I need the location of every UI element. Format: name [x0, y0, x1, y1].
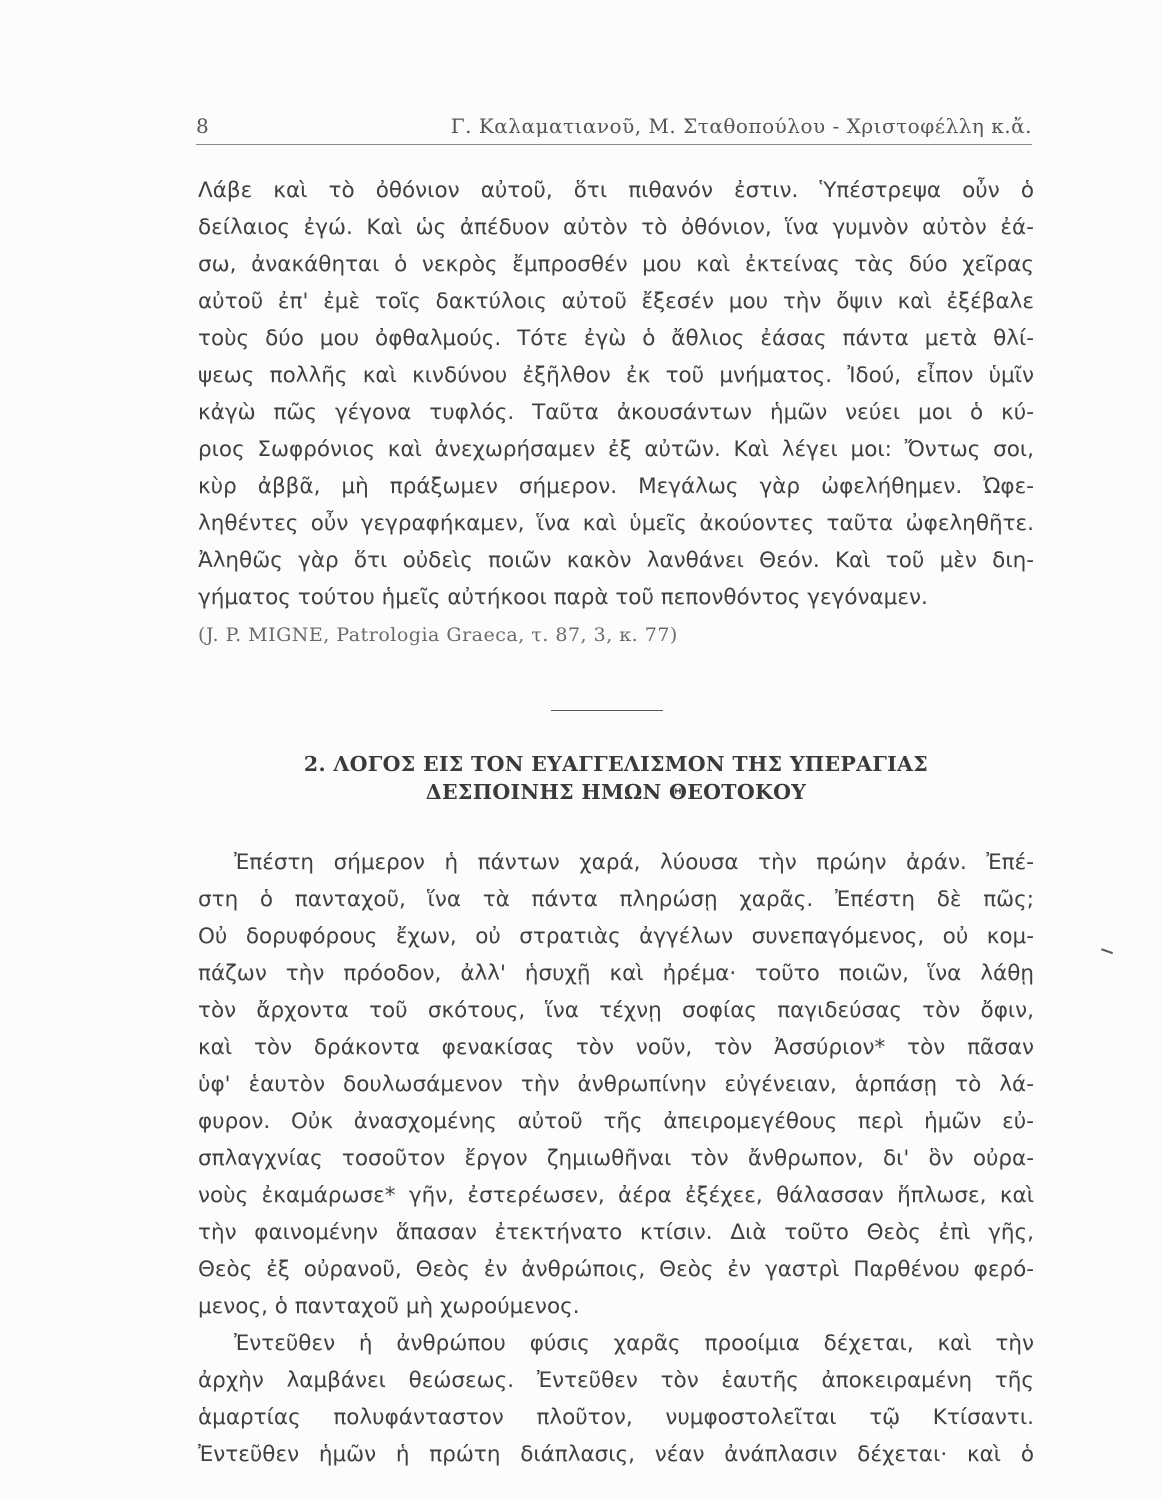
passage1-line: κἀγὼ πῶς γέγονα τυφλός. Ταῦτα ἀκουσάντων ἡμῶν νεύει μοι ὁ κύ- — [198, 400, 1034, 425]
passage1-line: Λάβε καὶ τὸ ὀθόνιον αὐτοῦ, ὅτι πιθανόν ἐστιν. Ὑπέστρεψα οὖν ὁ — [198, 178, 1034, 203]
passage3-line: Ἐντεῦθεν ἡ ἀνθρώπου φύσις χαρᾶς προοίμια δέχεται, καὶ τὴν — [234, 1331, 1034, 1356]
margin-mark — [1099, 948, 1113, 960]
passage1-line: σω, ἀνακάθηται ὁ νεκρὸς ἔμπροσθέν μου καὶ ἐκτείνας τὰς δύο χεῖρας — [198, 252, 1034, 277]
passage2-line: πάζων τὴν πρόοδον, ἀλλ' ἡσυχῇ καὶ ἠρέμα· τοῦτο ποιῶν, ἵνα λάθῃ — [198, 961, 1034, 986]
page-number: 8 — [196, 114, 209, 138]
passage2-line: Οὐ δορυφόρους ἔχων, οὐ στρατιὰς ἀγγέλων συνεπαγόμενος, οὐ κομ- — [198, 924, 1034, 949]
passage1-line: κὺρ ἀββᾶ, μὴ πράξωμεν σήμερον. Μεγάλως γὰρ ὠφελήθημεν. Ὠφε- — [198, 474, 1034, 499]
passage2-line: μενος, ὁ πανταχοῦ μὴ χωρούμενος. — [198, 1294, 580, 1319]
passage1-line: ληθέντες οὖν γεγραφήκαμεν, ἵνα καὶ ὑμεῖς ἀκούοντες ταῦτα ὠφεληθῆτε. — [198, 511, 1034, 536]
passage1-line: δείλαιος ἐγώ. Καὶ ὡς ἀπέδυον αὐτὸν τὸ ὀθόνιον, ἵνα γυμνὸν αὐτὸν ἐά- — [198, 215, 1034, 240]
passage3-line: Ἐντεῦθεν ἡμῶν ἡ πρώτη διάπλασις, νέαν ἀνάπλασιν δέχεται· καὶ ὁ — [198, 1442, 1034, 1467]
passage2-line: Θεὸς ἐξ οὐρανοῦ, Θεὸς ἐν ἀνθρώποις, Θεὸς ἐν γαστρὶ Παρθένου φερό- — [198, 1257, 1034, 1282]
passage2-line: τὴν φαινομένην ἅπασαν ἐτεκτήνατο κτίσιν. Διὰ τοῦτο Θεὸς ἐπὶ γῆς, — [198, 1220, 1034, 1245]
passage1-line: γήματος τούτου ἡμεῖς αὐτήκοοι παρὰ τοῦ πεπονθόντος γεγόναμεν. — [198, 585, 928, 610]
passage2-line: τὸν ἄρχοντα τοῦ σκότους, ἵνα τέχνῃ σοφίας παγιδεύσας τὸν ὄφιν, — [198, 998, 1034, 1023]
passage2-line: ὑφ' ἑαυτὸν δουλωσάμενον τὴν ἀνθρωπίνην εὐγένειαν, ἁρπάσῃ τὸ λά- — [198, 1072, 1034, 1097]
passage1-line: Ἀληθῶς γὰρ ὅτι οὐδεὶς ποιῶν κακὸν λανθάνει Θεόν. Καὶ τοῦ μὲν διη- — [198, 548, 1034, 573]
running-header — [196, 114, 1032, 145]
section-title-line2: ΔΕΣΠΟΙΝΗΣ ΗΜΩΝ ΘΕΟΤΟΚΟΥ — [425, 780, 807, 804]
passage2-line: φυρον. Οὐκ ἀνασχομένης αὐτοῦ τῆς ἀπειρομεγέθους περὶ ἡμῶν εὐ- — [198, 1109, 1034, 1134]
header-authors: Γ. Καλαματιανοῦ, Μ. Σταθοπούλου - Χριστοφέλλη κ.ἄ. — [450, 114, 1032, 138]
passage3-line: ἀρχὴν λαμβάνει θεώσεως. Ἐντεῦθεν τὸν ἑαυτῆς ἀποκειραμένη τῆς — [198, 1368, 1034, 1393]
passage1-line: ριος Σωφρόνιος καὶ ἀνεχωρήσαμεν ἐξ αὐτῶν. Καὶ λέγει μοι: Ὄντως σοι, — [198, 437, 1034, 462]
passage2-line: στη ὁ πανταχοῦ, ἵνα τὰ πάντα πληρώσῃ χαρᾶς. Ἐπέστη δὲ πῶς; — [198, 887, 1034, 912]
passage1-line: αὐτοῦ ἐπ' ἐμὲ τοῖς δακτύλοις αὐτοῦ ἔξεσέν μου τὴν ὄψιν καὶ ἐξέβαλε — [198, 289, 1034, 314]
section-title-line1: 2. ΛΟΓΟΣ ΕΙΣ ΤΟΝ ΕΥΑΓΓΕΛΙΣΜΟΝ ΤΗΣ ΥΠΕΡΑΓΙΑΣ — [303, 752, 929, 776]
passage1-line: τοὺς δύο μου ὀφθαλμούς. Τότε ἐγὼ ὁ ἄθλιος ἐάσας πάντα μετὰ θλί- — [198, 326, 1034, 351]
passage2-line: Ἐπέστη σήμερον ἡ πάντων χαρά, λύουσα τὴν πρώην ἀράν. Ἐπέ- — [234, 850, 1034, 875]
citation: (J. P. MIGNE, Patrologia Graeca, τ. 87, 3, κ. 77) — [198, 624, 678, 646]
passage1-line: ψεως πολλῆς καὶ κινδύνου ἐξῆλθον ἐκ τοῦ μνήματος. Ἰδού, εἶπον ὑμῖν — [198, 363, 1034, 388]
passage2-line: καὶ τὸν δράκοντα φενακίσας τὸν νοῦν, τὸν Ἀσσύριον* τὸν πᾶσαν — [198, 1035, 1034, 1060]
passage3-line: ἁμαρτίας πολυφάνταστον πλοῦτον, νυμφοστολεῖται τῷ Κτίσαντι. — [198, 1405, 1034, 1430]
section-divider — [551, 710, 663, 711]
passage2-line: νοὺς ἐκαμάρωσε* γῆν, ἐστερέωσεν, ἀέρα ἐξέχεε, θάλασσαν ἥπλωσε, καὶ — [198, 1183, 1034, 1208]
passage2-line: σπλαγχνίας τοσοῦτον ἔργον ζημιωθῆναι τὸν ἄνθρωπον, δι' ὃν οὐρα- — [198, 1146, 1034, 1171]
